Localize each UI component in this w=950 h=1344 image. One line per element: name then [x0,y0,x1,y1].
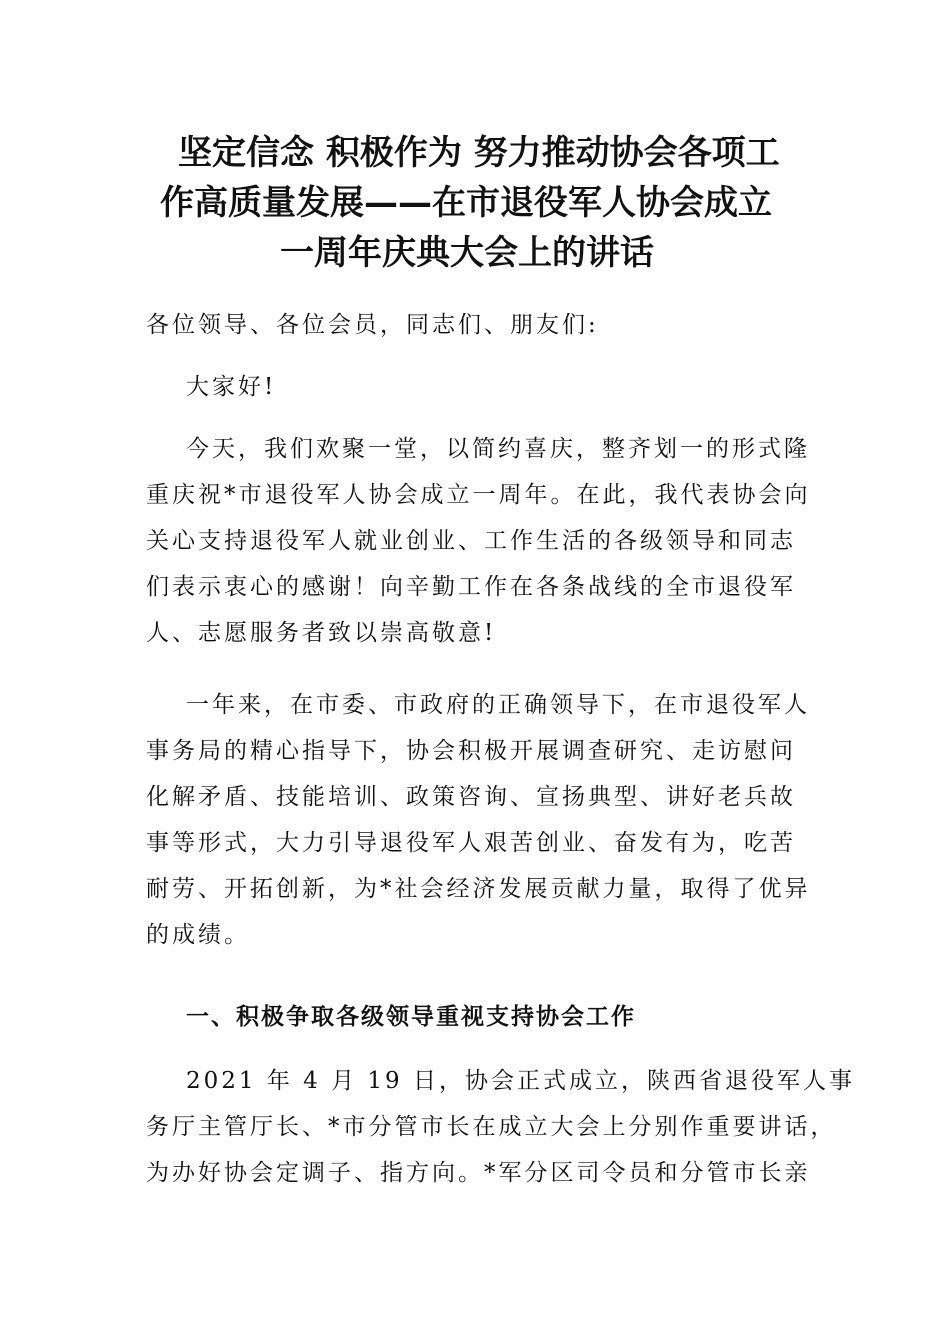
paragraph-3 [146,1058,855,1196]
paragraph-line: 人、志愿服务者致以崇高敬意! [146,620,497,646]
paragraph-line: 事务局的精心指导下，协会积极开展调查研究、走访慰问 [146,738,796,764]
title-line-3: 一周年庆典大会上的讲话 [280,233,654,273]
section-heading-1: 一、积极争取各级领导重视支持协会工作 [186,1004,636,1030]
title-line-1: 坚定信念 积极作为 努力推动协会各项工 [178,133,780,173]
paragraph-line: 耐劳、开拓创新，为*社会经济发展贡献力量，取得了优异 [146,876,811,902]
greeting: 大家好! [186,374,277,400]
paragraph-line: 为办好协会定调子、指方向。*军分区司令员和分管市长亲 [146,1160,811,1186]
paragraph-line: 关心支持退役军人就业创业、工作生活的各级领导和同志 [146,528,796,554]
paragraph-1 [146,426,836,656]
paragraph-line: 务厅主管厅长、*市分管市长在成立大会上分别作重要讲话， [146,1114,837,1140]
paragraph-line: 的成绩。 [146,922,250,948]
paragraph-line: 化解矛盾、技能培训、政策咨询、宣扬典型、讲好老兵故 [146,784,796,810]
paragraph-line: 重庆祝*市退役军人协会成立一周年。在此，我代表协会向 [146,482,811,508]
paragraph-line: 2021 年 4 月 19 日，协会正式成立，陕西省退役军人事 [186,1068,855,1094]
paragraph-2 [146,682,836,958]
document-title [130,128,820,278]
paragraph-line: 一年来，在市委、市政府的正确领导下，在市退役军人 [186,692,810,718]
salutation: 各位领导、各位会员，同志们、朋友们: [146,312,599,338]
paragraph-line: 们表示衷心的感谢！向辛勤工作在各条战线的全市退役军 [146,574,796,600]
paragraph-line: 事等形式，大力引导退役军人艰苦创业、奋发有为，吃苦 [146,830,796,856]
paragraph-line: 今天，我们欢聚一堂，以简约喜庆，整齐划一的形式隆 [186,436,810,462]
title-line-2: 作高质量发展——在市退役军人协会成立 [160,183,772,223]
